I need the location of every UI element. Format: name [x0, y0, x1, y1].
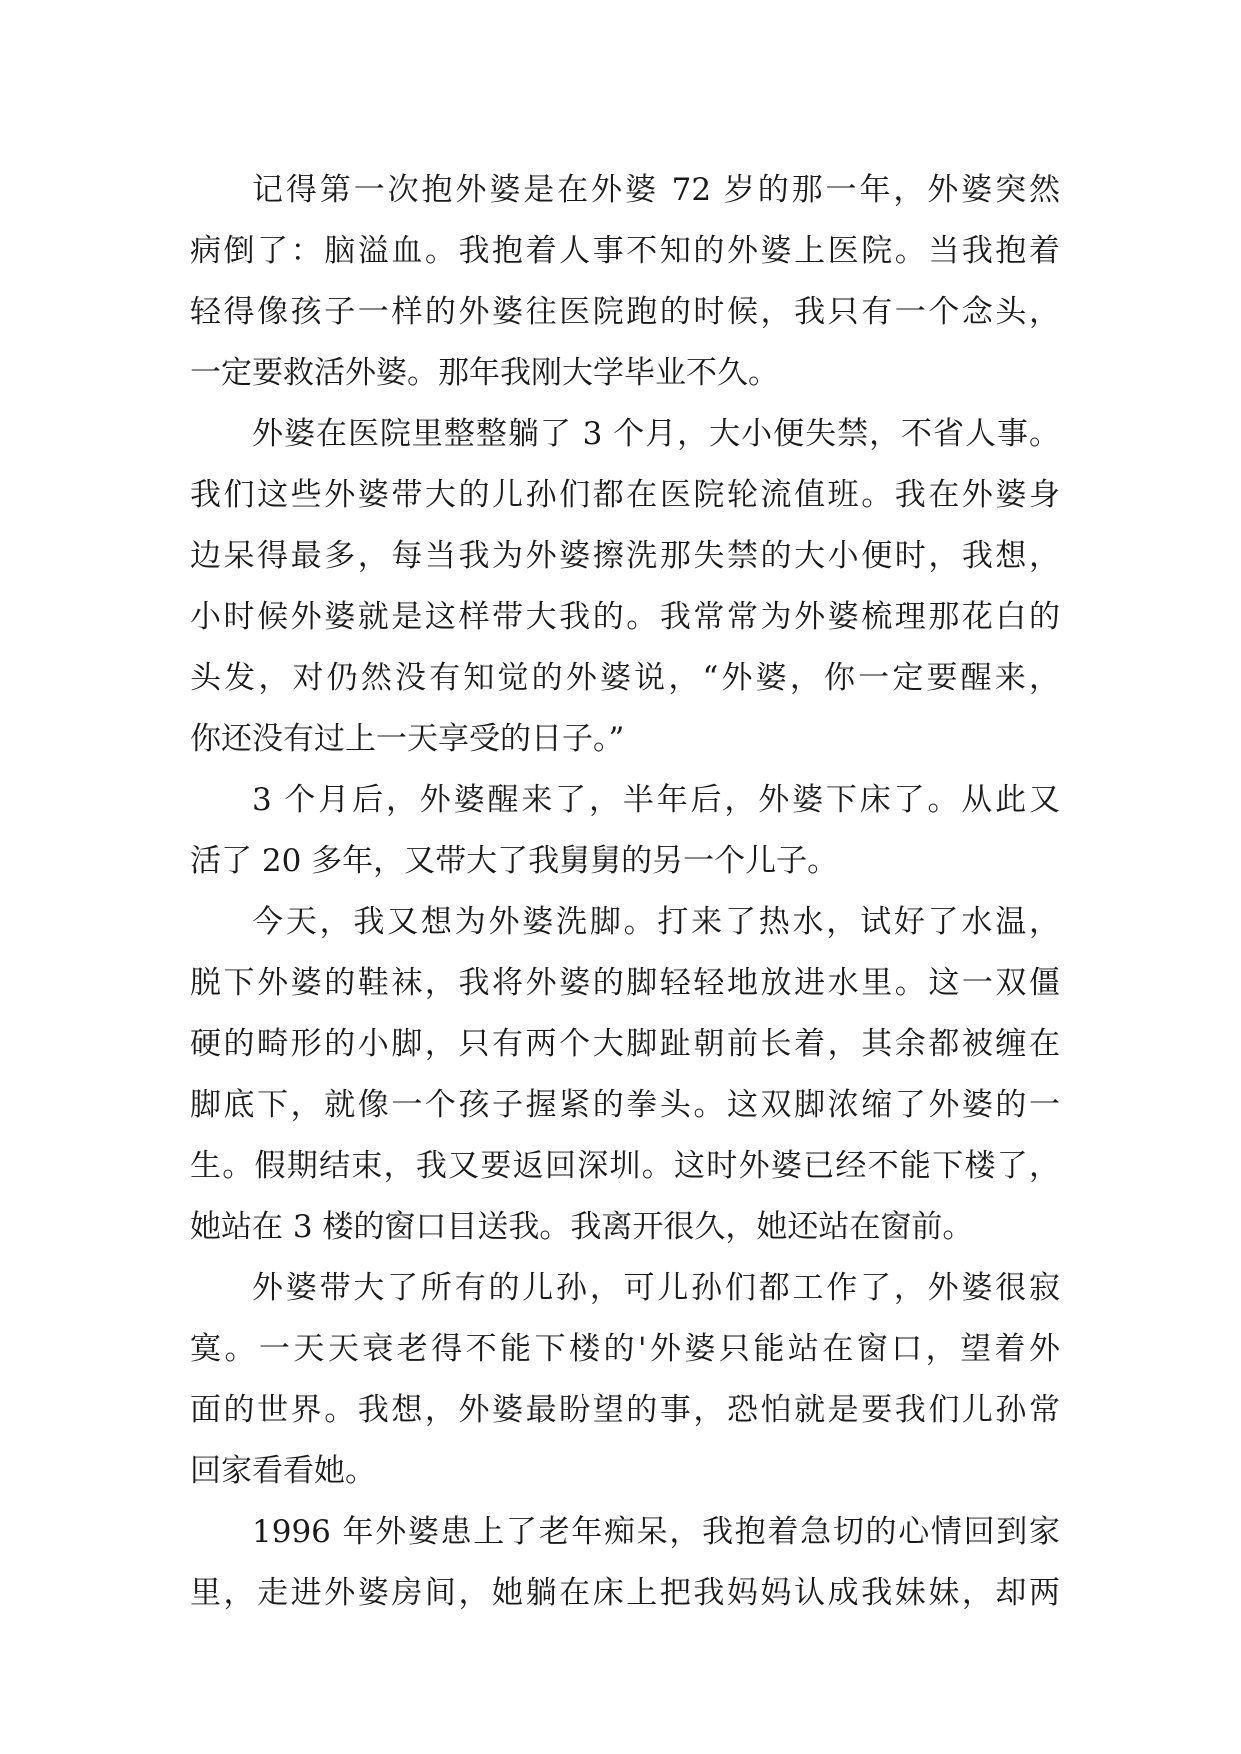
text-line: 面的世界。我想，外婆最盼望的事，恐怕就是要我们儿孙常	[190, 1392, 1060, 1428]
text-line: 一定要救活外婆。那年我刚大学毕业不久。	[190, 355, 779, 391]
text-line: 活了 20 多年，又带大了我舅舅的另一个儿子。	[190, 843, 839, 879]
text-line: 脚底下，就像一个孩子握紧的拳头。这双脚浓缩了外婆的一	[190, 1087, 1060, 1123]
text-line: 脱下外婆的鞋袜，我将外婆的脚轻轻地放进水里。这一双僵	[190, 965, 1060, 1001]
text-line: 今天，我又想为外婆洗脚。打来了热水，试好了水温，	[252, 904, 1060, 940]
text-line: 外婆带大了所有的儿孙，可儿孙们都工作了，外婆很寂	[252, 1270, 1060, 1306]
text-line: 寞。一天天衰老得不能下楼的'外婆只能站在窗口，望着外	[190, 1331, 1060, 1367]
body-text	[190, 160, 1060, 1624]
text-line: 硬的畸形的小脚，只有两个大脚趾朝前长着，其余都被缠在	[190, 1026, 1060, 1062]
text-line: 1996 年外婆患上了老年痴呆，我抱着急切的心情回到家	[252, 1514, 1060, 1550]
text-line: 她站在 3 楼的窗口目送我。我离开很久，她还站在窗前。	[190, 1209, 974, 1245]
text-line: 我们这些外婆带大的儿孙们都在医院轮流值班。我在外婆身	[190, 477, 1060, 513]
text-line: 回家看看她。	[190, 1453, 376, 1489]
text-line: 外婆在医院里整整躺了 3 个月，大小便失禁，不省人事。	[252, 416, 1060, 452]
text-line: 记得第一次抱外婆是在外婆 72 岁的那一年，外婆突然	[252, 172, 1060, 208]
text-line: 里，走进外婆房间，她躺在床上把我妈妈认成我妹妹，却两	[190, 1575, 1060, 1611]
text-line: 轻得像孩子一样的外婆往医院跑的时候，我只有一个念头，	[190, 294, 1060, 330]
text-line: 3 个月后，外婆醒来了，半年后，外婆下床了。从此又	[252, 782, 1060, 818]
text-line: 生。假期结束，我又要返回深圳。这时外婆已经不能下楼了，	[190, 1148, 1060, 1184]
text-line: 病倒了：脑溢血。我抱着人事不知的外婆上医院。当我抱着	[190, 233, 1060, 269]
text-line: 边呆得最多，每当我为外婆擦洗那失禁的大小便时，我想，	[190, 538, 1060, 574]
text-line: 头发，对仍然没有知觉的外婆说，“外婆，你一定要醒来，	[190, 660, 1060, 696]
text-line: 你还没有过上一天享受的日子。”	[190, 721, 625, 757]
text-line: 小时候外婆就是这样带大我的。我常常为外婆梳理那花白的	[190, 599, 1060, 635]
